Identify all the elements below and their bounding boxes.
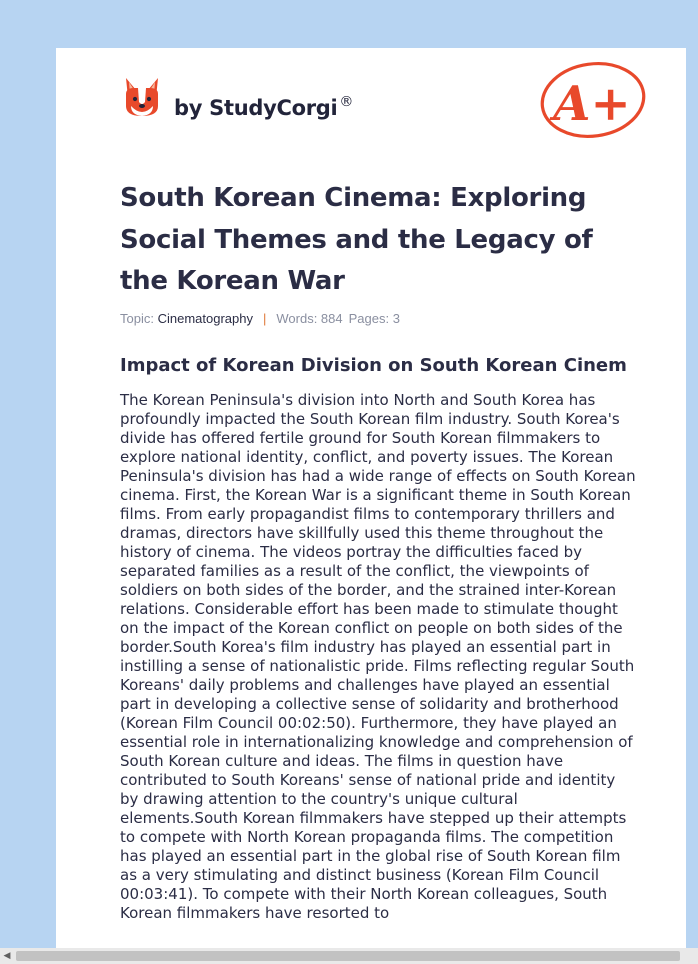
document-meta [120,311,400,326]
section-heading: Impact of Korean Division on South Korean Cinem [120,355,627,376]
topic-link[interactable]: Cinematography [157,311,253,326]
meta-separator: | [262,311,267,326]
word-count: Words: 884 [276,311,343,326]
essay-body: The Korean Peninsula's division into North and South Korea has profoundly impacted the South Korean film industry. South Korea's divide has offered fertile ground for South Korean filmmakers to explore national identity, conflict, and poverty issues. The Korean Peninsula's division has had a wide range of effects on South Korean cinema. First, the Korean War is a significant theme in South Korean films. From early propagandist films to contemporary thrillers and dramas, directors have skillfully used this theme throughout the history of cinema. The videos portray the difficulties faced by separated families as a result of the conflict, the viewpoints of soldiers on both sides of the border, and the strained inter-Korean relations. Considerable effort has been made to stimulate thought on the impact of the Korean conflict on people on both sides of the border.South Korea's film industry has played an essential part in instilling a sense of nationalistic pride. Films reflecting regular South Koreans' daily problems and challenges have played an essential part in developing a collective sense of solidarity and brotherhood (Korean Film Council 00:02:50). Furthermore, they have played an essential role in internationalizing knowledge and comprehension of South Korean culture and ideas. The films in question have contributed to South Koreans' sense of national pride and identity by drawing attention to the country's unique cultural elements.South Korean filmmakers have stepped up their attempts to compete with North Korean propaganda films. The competition has played an essential part in the global rise of South Korean film as a very stimulating and distinct business (Korean Film Council 00:03:41). To compete with their North Korean colleagues, South Korean filmmakers have resorted to [120,391,636,922]
a-plus-grade-icon [538,60,648,140]
document-page [56,48,686,964]
corgi-logo-icon [122,76,162,120]
scrollbar-thumb[interactable] [16,951,680,961]
horizontal-scrollbar[interactable] [0,948,698,964]
registered-mark: ® [339,94,354,110]
page-count: Pages: 3 [348,311,400,326]
scroll-left-arrow-icon[interactable]: ◀ [3,951,11,961]
studycorgi-brand[interactable] [174,96,353,120]
topic-label: Topic: [120,311,154,326]
brand-text: by StudyCorgi [174,96,338,120]
grade-text: A+ [553,76,631,132]
page-title: South Korean Cinema: Exploring Social Themes and the Legacy of the Korean War [120,183,593,296]
